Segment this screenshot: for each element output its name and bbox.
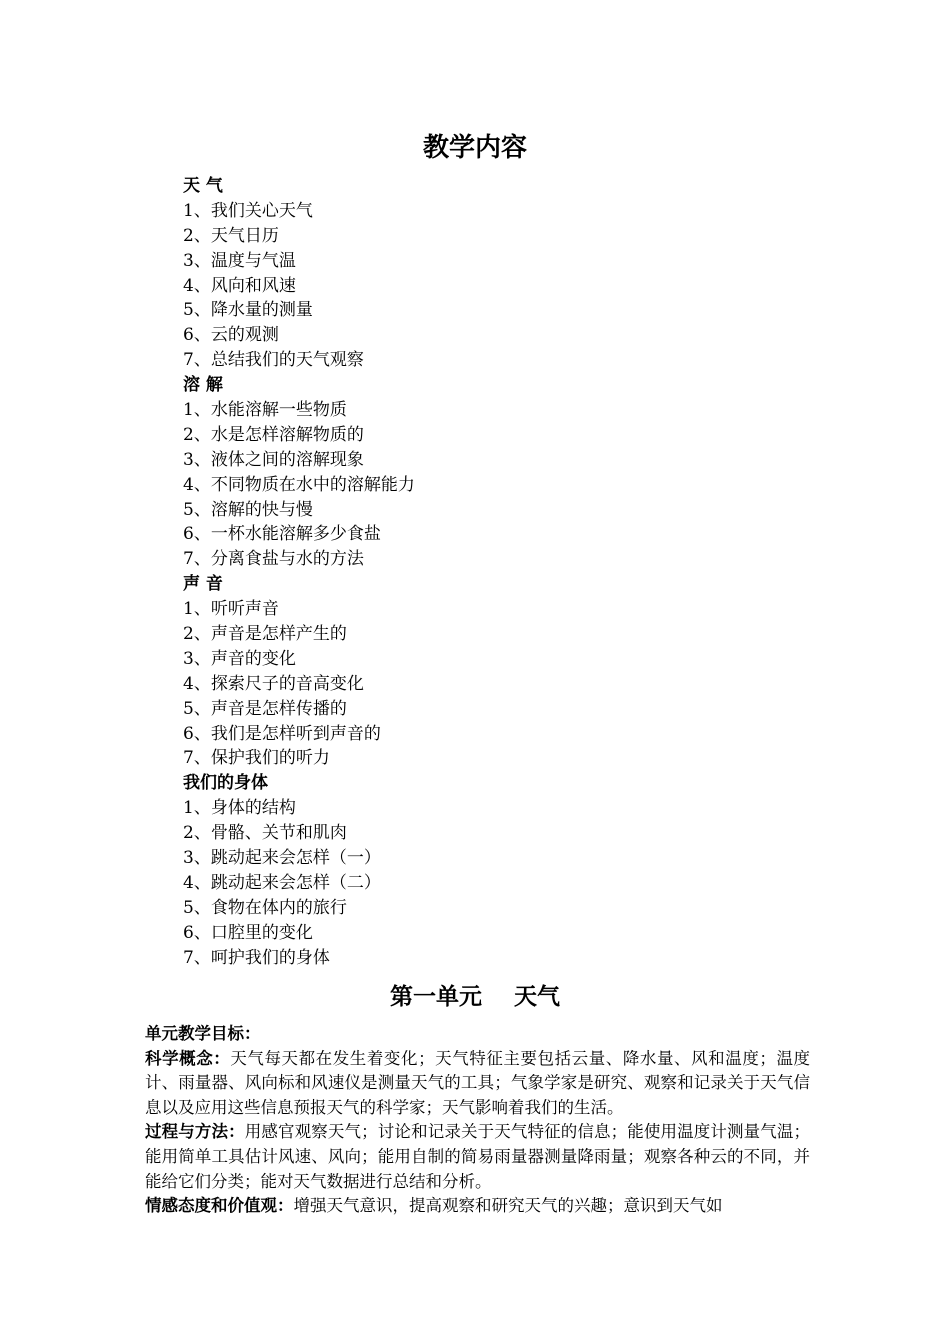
- list-item: 2、水是怎样溶解物质的: [183, 424, 364, 445]
- list-item: 6、口腔里的变化: [183, 922, 313, 943]
- list-item: 7、保护我们的听力: [183, 748, 330, 769]
- section-heading-body: 我们的身体: [183, 773, 268, 794]
- list-item: 2、骨骼、关节和肌肉: [183, 823, 347, 844]
- list-item: 7、分离食盐与水的方法: [183, 549, 364, 570]
- section-heading-weather: 天 气: [183, 176, 223, 196]
- list-item: 5、降水量的测量: [183, 300, 313, 321]
- list-item: 5、食物在体内的旅行: [183, 897, 347, 918]
- section-heading-sound: 声 音: [183, 574, 223, 595]
- attitude-text: 增强天气意识，提高观察和研究天气的兴趣；意识到天气如: [293, 1196, 723, 1216]
- concept-label: 科学概念：: [145, 1048, 231, 1068]
- list-item: 7、总结我们的天气观察: [183, 350, 364, 371]
- list-item: 4、风向和风速: [183, 275, 296, 296]
- list-item: 4、探索尺子的音高变化: [183, 673, 364, 694]
- process-text: 用感官观察天气；讨论和记录关于天气特征的信息；能使用温度计测量气温；能用简单工具估计风速、风向；能用自制的简易雨量器测量降雨量；观察各种云的不同，并能给它们分类；能对天气数据进行总结和分析。: [145, 1122, 811, 1191]
- unit-objectives: [145, 1022, 810, 1219]
- list-item: 3、跳动起来会怎样（一）: [183, 848, 381, 869]
- process-label: 过程与方法：: [145, 1122, 245, 1142]
- list-item: 5、溶解的快与慢: [183, 499, 313, 520]
- list-item: 2、天气日历: [183, 225, 279, 246]
- page-title: 教学内容: [422, 133, 527, 163]
- list-item: 4、跳动起来会怎样（二）: [183, 872, 381, 893]
- table-of-contents: [183, 174, 783, 971]
- list-item: 7、呵护我们的身体: [183, 947, 330, 968]
- list-item: 1、水能溶解一些物质: [183, 400, 347, 421]
- list-item: 4、不同物质在水中的溶解能力: [183, 474, 415, 495]
- list-item: 3、液体之间的溶解现象: [183, 449, 364, 470]
- list-item: 6、我们是怎样听到声音的: [183, 723, 381, 744]
- list-item: 3、声音的变化: [183, 648, 296, 669]
- list-item: 6、一杯水能溶解多少食盐: [183, 524, 381, 545]
- list-item: 3、温度与气温: [183, 250, 296, 271]
- concept-text: 天气每天都在发生着变化；天气特征主要包括云量、降水量、风和温度；温度计、雨量器、风向标和风速仪是测量天气的工具；气象学家是研究、观察和记录关于天气信息以及应用这些信息预报天气的科学家；天气影响着我们的生活。: [145, 1048, 811, 1117]
- list-item: 1、听听声音: [183, 599, 279, 620]
- list-item: 5、声音是怎样传播的: [183, 698, 347, 719]
- list-item: 1、我们关心天气: [183, 200, 313, 221]
- objectives-label: 单元教学目标：: [145, 1024, 261, 1043]
- unit-title: 第一单元 天气: [389, 984, 561, 1010]
- attitude-label: 情感态度和价值观：: [145, 1196, 294, 1216]
- list-item: 2、声音是怎样产生的: [183, 624, 347, 645]
- list-item: 6、云的观测: [183, 325, 279, 346]
- section-heading-dissolving: 溶 解: [183, 375, 223, 396]
- list-item: 1、身体的结构: [183, 798, 296, 819]
